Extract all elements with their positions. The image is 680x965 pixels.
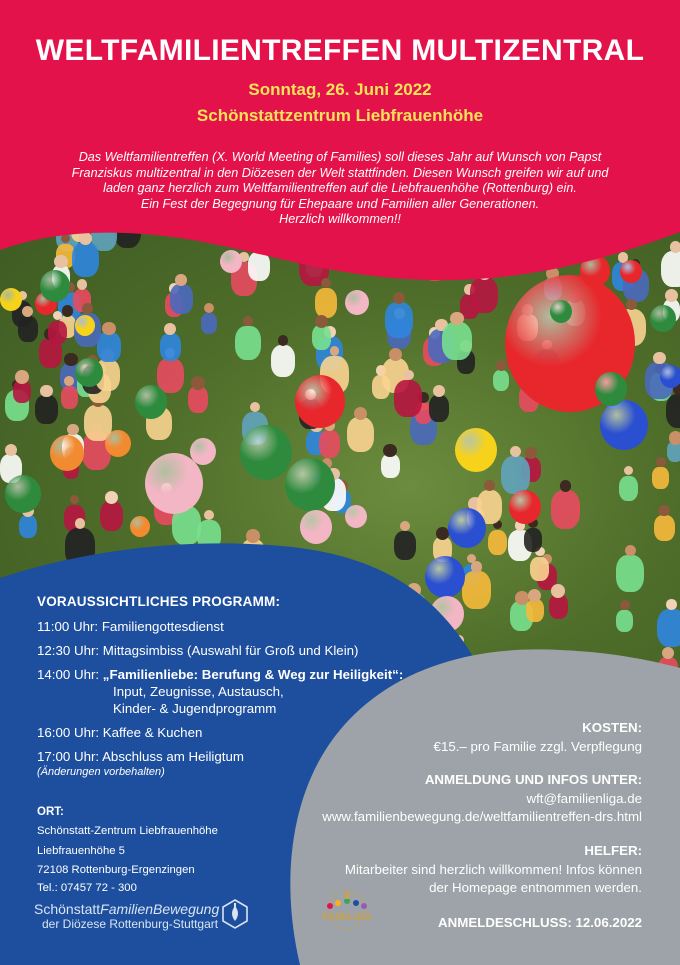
location-heading: ORT: <box>37 806 64 818</box>
event-date: Sonntag, 26. Juni 2022 <box>248 80 432 99</box>
phone-line: Tel.: 07457 72 - 300 <box>37 882 137 894</box>
program-text: Mittagsimbiss (Auswahl für Groß und Klein) <box>102 643 359 658</box>
intro-line: Ein Fest der Begegnung für Ehepaare und Familien aller Generationen. <box>140 196 540 211</box>
program-item <box>37 666 403 717</box>
wmf-logo-text: FAMILIES <box>321 912 373 923</box>
program-heading: VORAUSSICHTLICHES PROGRAMM: <box>37 594 281 609</box>
address-line: Liebfrauenhöhe 5 <box>37 845 125 857</box>
world-meeting-families-logo <box>308 890 386 932</box>
registration-email: wft@familienliga.de <box>526 791 642 806</box>
helpers-text: Mitarbeiter sind herzlich willkommen! Infos können <box>344 862 642 877</box>
org-name-part1: Schönstatt <box>34 901 101 917</box>
wmf-logo-graphic <box>308 890 386 932</box>
intro-line: Franziskus multizentral in den Diözesen der Welt stattfinden. Diesen Wunsch greifen wir auf und <box>71 165 609 180</box>
program-text: Abschluss am Heiligtum <box>102 749 244 764</box>
registration-url: www.familienbewegung.de/weltfamilientreffen-drs.html <box>322 809 642 824</box>
program-time: 14:00 Uhr: <box>37 667 100 682</box>
program-item <box>37 748 244 765</box>
helpers-text: der Homepage entnommen werden. <box>429 880 642 895</box>
costs-heading: KOSTEN: <box>582 720 642 735</box>
program-item <box>37 618 224 635</box>
costs-text: €15.– pro Familie zzgl. Verpflegung <box>433 739 642 754</box>
program-time: 16:00 Uhr: <box>37 725 100 740</box>
program-time: 12:30 Uhr: <box>37 643 100 658</box>
program-time: 11:00 Uhr: <box>37 619 99 634</box>
event-venue: Schönstattzentrum Liebfrauenhöhe <box>196 106 484 125</box>
intro-line: Das Weltfamilientreffen (X. World Meeting of Families) soll dieses Jahr auf Wunsch von Papst <box>78 150 602 164</box>
org-diocese: der Diözese Rottenburg-Stuttgart <box>42 917 219 931</box>
schoenstatt-emblem-icon <box>222 899 248 929</box>
registration-heading: ANMELDUNG UND INFOS UNTER: <box>424 772 642 787</box>
org-name-part2: FamilienBewegung <box>100 901 220 917</box>
address-line: 72108 Rottenburg-Ergenzingen <box>37 864 195 876</box>
program-subtext: Kinder- & Jugendprogramm <box>113 701 277 716</box>
program-time: 17:00 Uhr: <box>37 749 100 764</box>
intro-line: Herzlich willkommen!! <box>279 212 401 227</box>
program-item <box>37 724 202 741</box>
page-title: WELTFAMILIENTREFFEN MULTIZENTRAL <box>35 34 645 67</box>
intro-line: laden ganz herzlich zum Weltfamilientreffen auf die Liebfrauenhöhe (Rottenburg) ein. <box>103 181 577 196</box>
helpers-heading: HELFER: <box>584 843 642 858</box>
program-text: Familiengottesdienst <box>101 619 224 634</box>
organization-logo <box>34 901 219 931</box>
address-line: Schönstatt-Zentrum Liebfrauenhöhe <box>37 825 218 837</box>
program-note: (Änderungen vorbehalten) <box>37 766 165 778</box>
program-subtext: Input, Zeugnisse, Austausch, <box>113 684 284 699</box>
program-item <box>37 642 358 659</box>
registration-deadline: ANMELDESCHLUSS: 12.06.2022 <box>438 915 642 930</box>
program-text: Kaffee & Kuchen <box>102 725 203 740</box>
program-text: „Familienliebe: Berufung & Weg zur Heiligkeit“: <box>102 667 404 682</box>
